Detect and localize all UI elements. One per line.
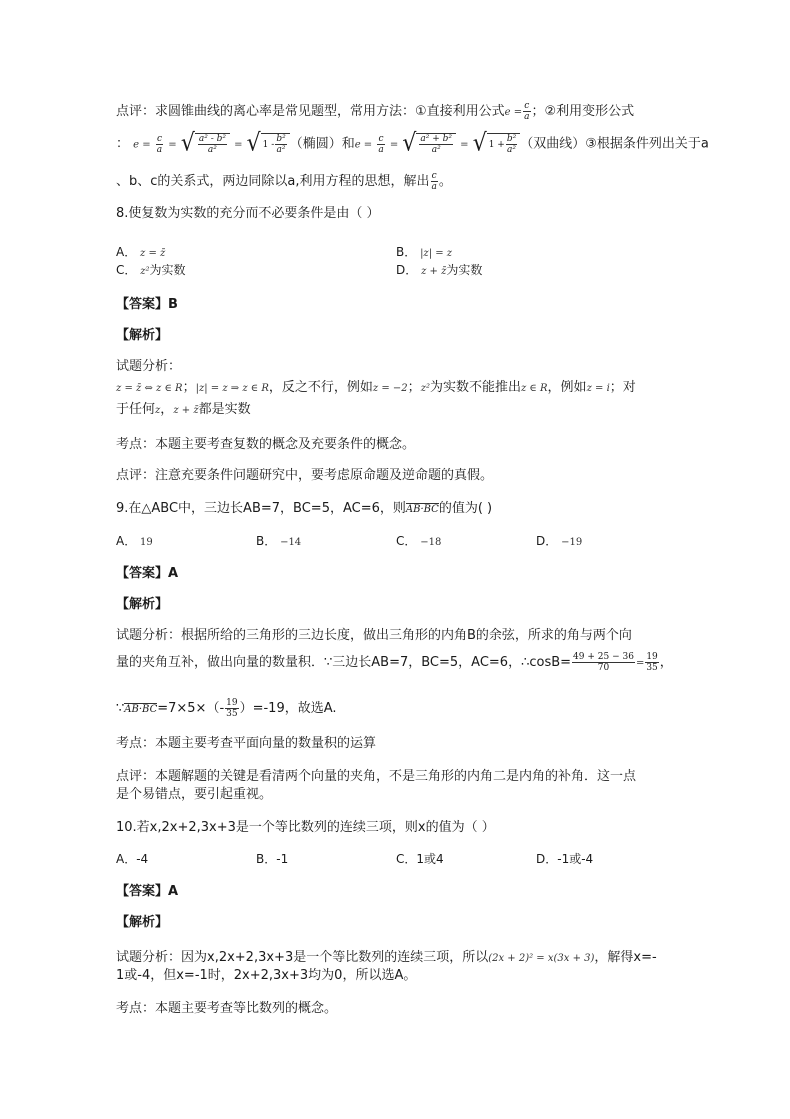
q9-title: 9.在△ABC中，三边长AB=7，BC=5，AC=6，则AB·BC的值为( ) [116, 501, 493, 516]
q8-analysis-line-1: z = z̄ ⇔ z ∈ R；|z| = z ⇒ z ∈ R，反之不行，例如z = −2；z²为实数不能推出z ∈ R，例如z = i；对 [116, 380, 636, 395]
q8-analysis-heading: 【解析】 [116, 328, 169, 343]
vector-ab-bc: AB·BC [405, 504, 439, 515]
q8-option-a: A． z = z̄ [116, 245, 166, 259]
s7-line-3: 、b、c的关系式，两边同除以a,利用方程的思想，解出 $\frac{c}{a}$ 。 [116, 171, 452, 192]
cos-b-fraction: $\frac{49 + 25 - 36}{70}$ [573, 652, 634, 673]
fraction-c-over-a: $\frac{c}{a}$ [524, 101, 530, 122]
eccentricity-lhs: e = [504, 107, 523, 118]
q10-kaodian: 考点：本题主要考查等比数列的概念。 [116, 1001, 338, 1016]
s7-text-1b: ；②利用变形公式 [531, 104, 635, 119]
q9-analysis-line-3: ∵AB·BC=7×5×（- $\frac{19}{35}$ ）=-19，故选A. [116, 698, 337, 719]
q9-answer: 【答案】A [116, 566, 179, 581]
q8-option-b: B． |z| = z [396, 245, 453, 259]
hyperbola-sqrt-2: √ 1 + $\frac{\text{b²}}{\text{a²}}$ [473, 133, 521, 155]
s7-line-2: ： e = $\frac{c}{a}$ = √ $\frac{\text{a² - b²}}{\text{a²}}$ = √ 1 - $\frac{\text{b²}}{\text{a²}}$ （椭圆）和e = $\frac{c}{a}$ = √ $\frac{\text{a² + b²}}{\text{a²}}$ = √ 1 + $\frac{\text{b²}}{\text{a²}}$ （双曲线）③根据条件列出关于a [116, 129, 709, 158]
ellipse-fraction-c-a: $\frac{c}{a}$ [156, 133, 163, 155]
ellipse-formula-lhs: e = [133, 139, 151, 151]
q10-option-c: C．1或4 [396, 852, 444, 866]
q9-option-b: B． −14 [256, 534, 302, 548]
cos-b-result: $\frac{19}{35}$ [646, 652, 658, 673]
q9-option-d: D． −19 [536, 534, 583, 548]
q8-analysis-line-2: 于任何z，z + z̄都是实数 [116, 402, 251, 417]
q10-analysis-line-2: 1或-4，但x=-1时，2x+2,3x+3均为0，所以选A。 [116, 968, 417, 983]
q8-dianping: 点评：注意充要条件问题研究中，要考虑原命题及逆命题的真假。 [116, 468, 494, 483]
q9-option-c: C． −18 [396, 534, 442, 548]
fraction-c-over-a-2: $\frac{c}{a}$ [431, 171, 437, 192]
q10-option-d: D．-1或-4 [536, 852, 594, 866]
q10-analysis-line-1: 试题分析：因为x,2x+2,3x+3是一个等比数列的连续三项，所以(2x + 2)² = x(3x + 3)，解得x=- [116, 950, 657, 965]
q8-title: 8.使复数为实数的充分而不必要条件是由（ ） [116, 206, 380, 221]
q9-analysis-line-1: 试题分析：根据所给的三角形的三边长度，做出三角形的内角B的余弦，所求的角与两个向 [116, 628, 632, 643]
hyperbola-formula-lhs: e = [354, 139, 373, 151]
q10-analysis-heading: 【解析】 [116, 915, 169, 930]
q9-option-a: A． 19 [116, 534, 153, 548]
q8-kaodian: 考点：本题主要考查复数的概念及充要条件的概念。 [116, 437, 416, 452]
q8-answer: 【答案】B [116, 297, 178, 312]
hyperbola-label: （双曲线）③根据条件列出关于a [520, 136, 709, 152]
ellipse-sqrt-1: √ $\frac{\text{a² - b²}}{\text{a²}}$ [181, 133, 230, 155]
q10-title: 10.若x,2x+2,3x+3是一个等比数列的连续三项，则x的值为（ ） [116, 820, 495, 835]
s7-line-1 [116, 101, 634, 122]
q9-dianping-line-2: 是个易错点，要引起重视。 [116, 787, 273, 802]
hyperbola-fraction-c-a: $\frac{c}{a}$ [378, 133, 384, 155]
s7-text-1a: 点评：求圆锥曲线的离心率是常见题型，常用方法：①直接利用公式 [116, 104, 505, 119]
hyperbola-sqrt-1: √ $\frac{\text{a² + b²}}{\text{a²}}$ [402, 133, 456, 155]
q8-analysis-title: 试题分析： [116, 359, 182, 374]
fraction-19-35: $\frac{19}{35}$ [226, 698, 238, 719]
q9-analysis-heading: 【解析】 [116, 597, 169, 612]
q10-option-a: A．-4 [116, 852, 149, 866]
q8-option-d: D． z + z̄为实数 [396, 263, 483, 277]
q9-analysis-line-2: 量的夹角互补，做出向量的数量积．∵三边长AB=7，BC=5，AC=6，∴cosB= $\frac{49 + 25 - 36}{70}$ = $\frac{19}{35}$ ， [116, 652, 673, 673]
ellipse-label: （椭圆）和 [289, 136, 355, 152]
q10-answer: 【答案】A [116, 884, 179, 899]
q9-dianping-line-1: 点评：本题解题的关键是看清两个向量的夹角，不是三角形的内角二是内角的补角．这一点 [116, 769, 637, 784]
ellipse-sqrt-2: √ 1 - $\frac{\text{b²}}{\text{a²}}$ [247, 133, 290, 155]
q10-option-b: B．-1 [256, 852, 289, 866]
q8-option-c: C． z²为实数 [116, 263, 186, 277]
q9-kaodian: 考点：本题主要考查平面向量的数量积的运算 [116, 736, 377, 751]
